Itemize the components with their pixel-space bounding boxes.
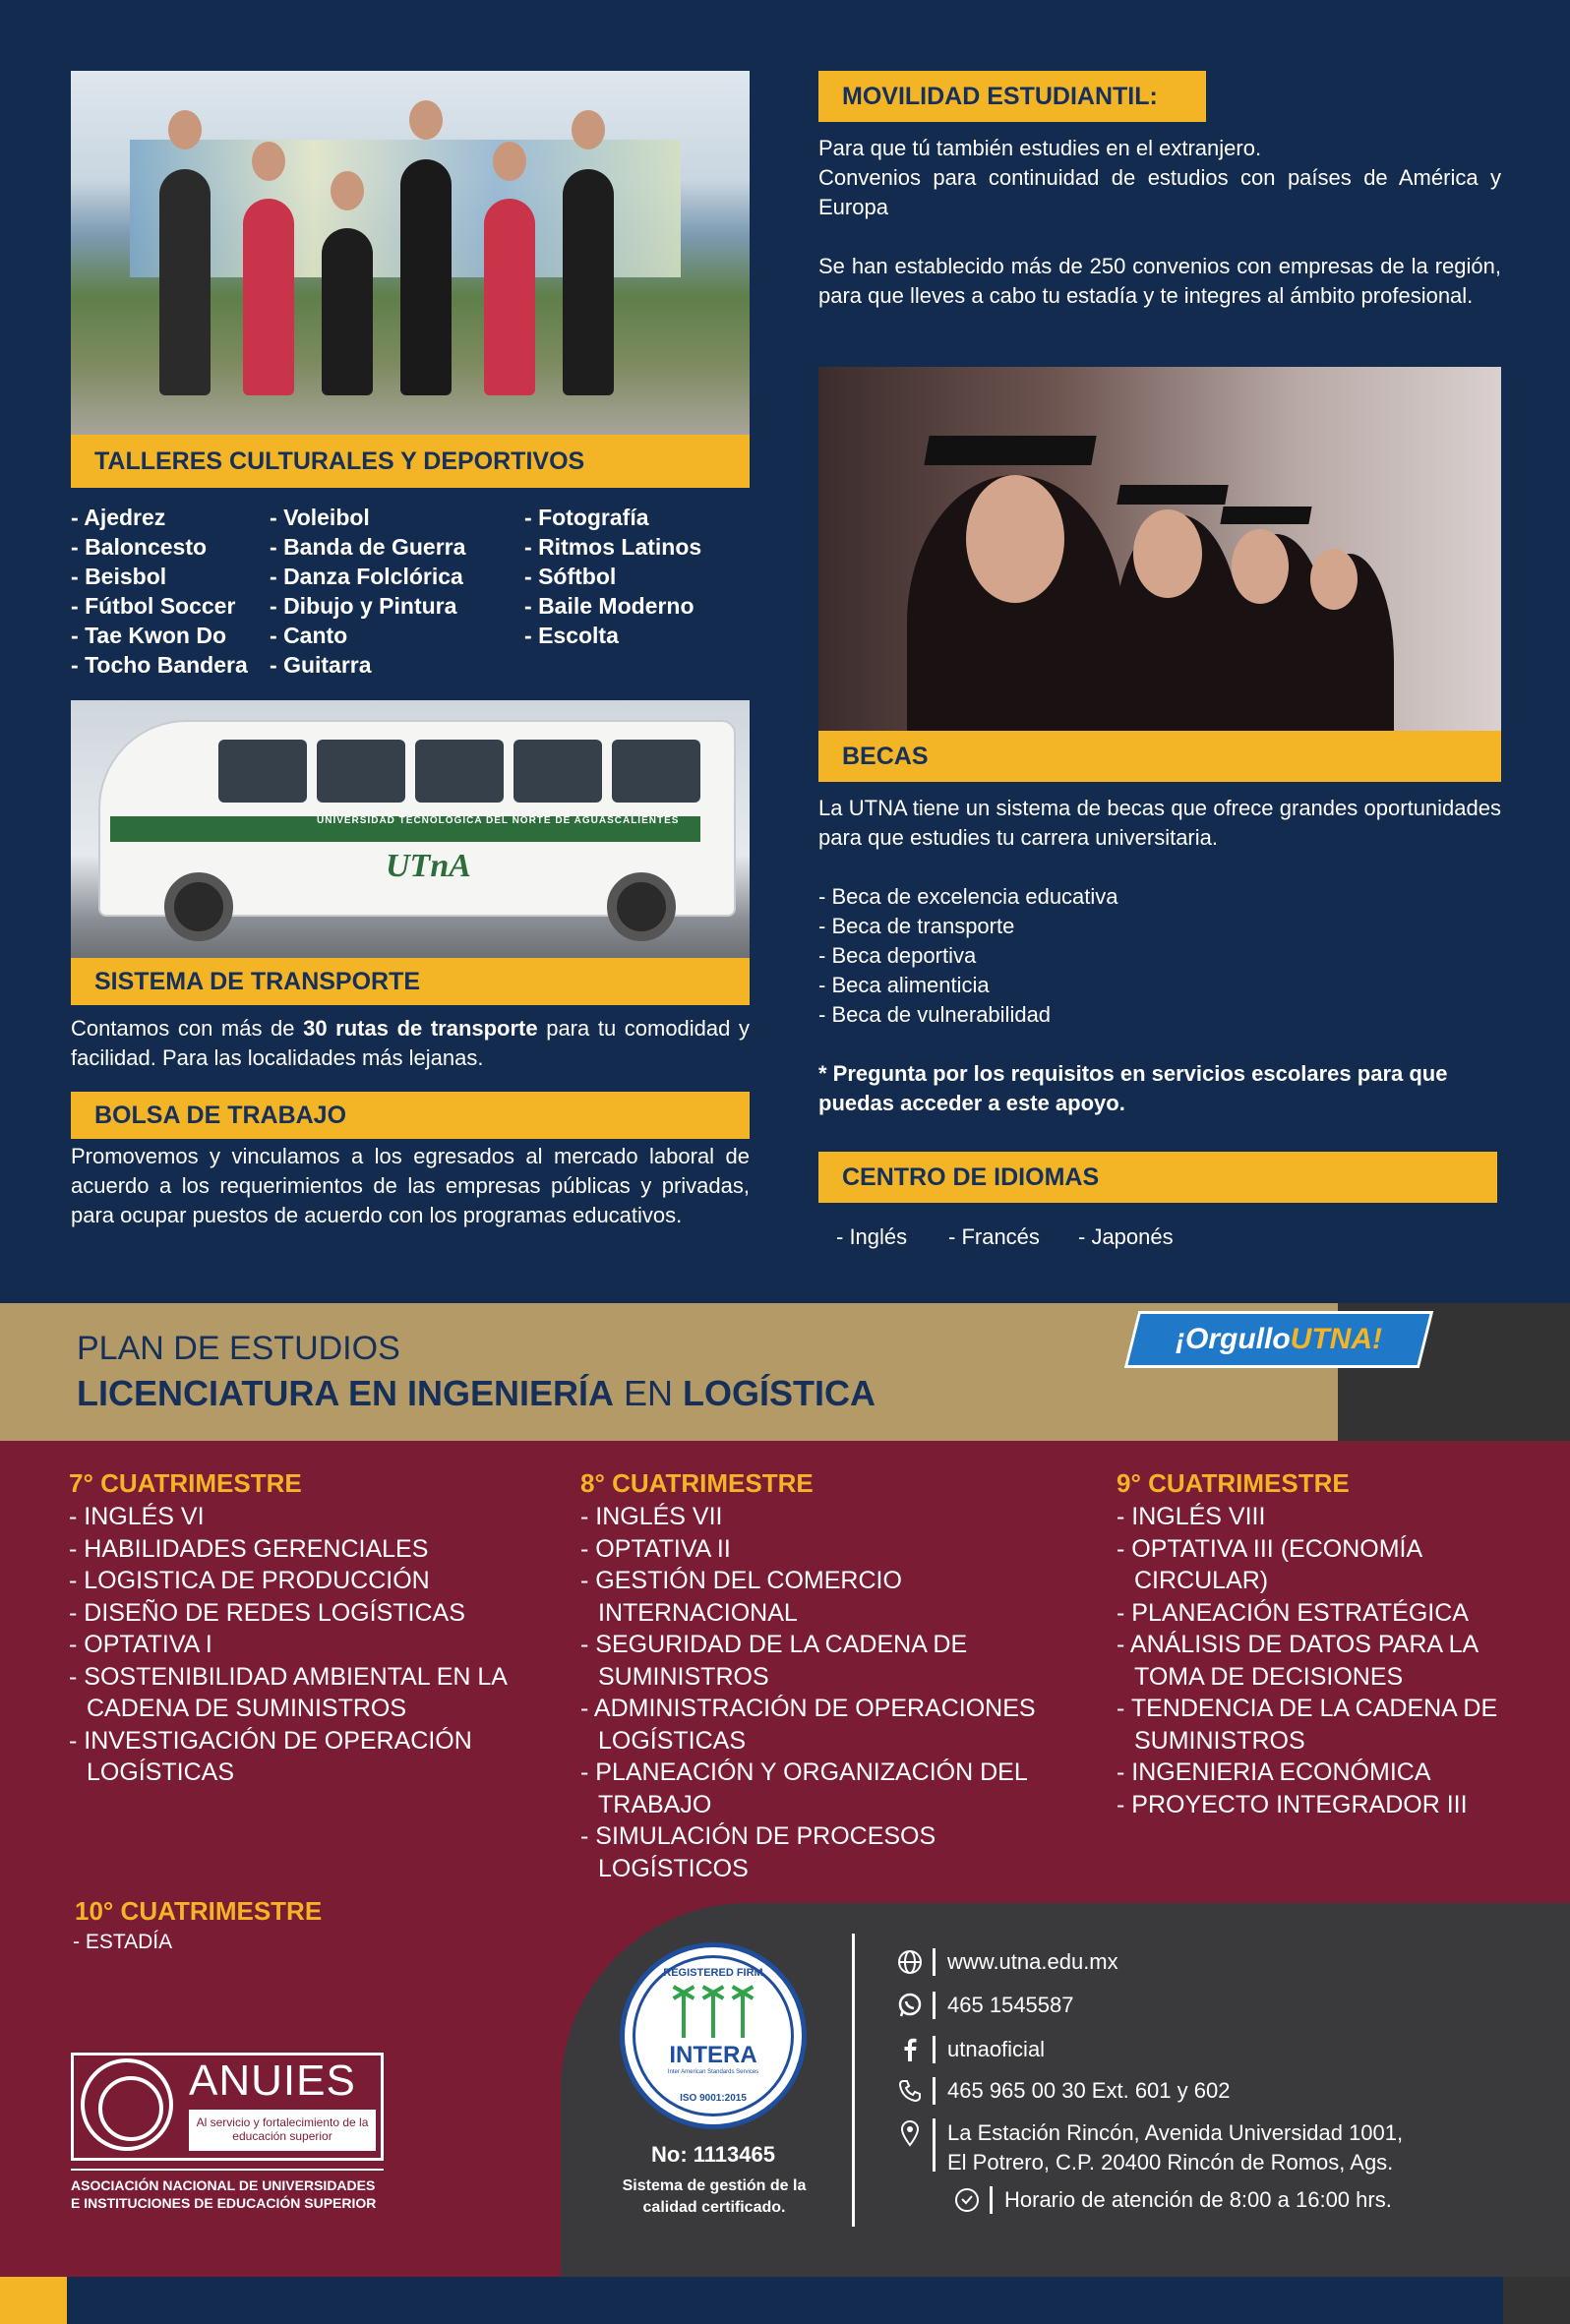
bus-photo bbox=[71, 700, 750, 958]
divider bbox=[852, 1934, 855, 2227]
list-item: - Dibujo y Pintura bbox=[270, 591, 465, 621]
graduates-photo bbox=[818, 367, 1501, 752]
bolsa-heading: BOLSA DE TRABAJO bbox=[71, 1092, 750, 1139]
contact-whatsapp[interactable]: 465 1545587 bbox=[895, 1991, 1073, 2020]
semester-title: 8° CUATRIMESTRE bbox=[580, 1468, 814, 1498]
utna-bus-logo: UTnA bbox=[386, 848, 471, 884]
list-item: - SIMULACIÓN DE PROCESOS LOGÍSTICOS bbox=[580, 1820, 1043, 1884]
list-item: - SEGURIDAD DE LA CADENA DE SUMINISTROS bbox=[580, 1629, 1043, 1693]
movilidad-line2: Convenios para continuidad de estudios con países de América y Europa bbox=[818, 165, 1501, 219]
idiomas-item: - Francés bbox=[948, 1224, 1040, 1249]
facebook-icon bbox=[895, 2035, 925, 2064]
talleres-heading: TALLERES CULTURALES Y DEPORTIVOS bbox=[71, 435, 750, 488]
contact-web[interactable]: www.utna.edu.mx bbox=[895, 1947, 1118, 1977]
list-item: - ANÁLISIS DE DATOS PARA LA TOMA DE DECISIONES bbox=[1117, 1629, 1510, 1693]
list-item: - Tocho Bandera bbox=[71, 650, 248, 680]
list-item: - Beca de vulnerabilidad bbox=[818, 1002, 1052, 1027]
list-item: - INGLÉS VI bbox=[69, 1501, 531, 1533]
transporte-text: Contamos con más de 30 rutas de transporte para tu comodidad y facilidad. Para las localidades más lejanas. bbox=[71, 1016, 750, 1070]
students-photo bbox=[71, 71, 750, 435]
semester-list bbox=[580, 1501, 1043, 1884]
list-item: - LOGISTICA DE PRODUCCIÓN bbox=[69, 1565, 531, 1597]
list-item: - INGLÉS VII bbox=[580, 1501, 1043, 1533]
address-line-1: La Estación Rincón, Avenida Universidad 1001, bbox=[947, 2120, 1404, 2145]
movilidad-line1: Para que tú también estudies en el extranjero. bbox=[818, 136, 1262, 160]
contact-hours: Horario de atención de 8:00 a 16:00 hrs. bbox=[952, 2185, 1392, 2215]
contact-facebook[interactable]: utnaoficial bbox=[895, 2035, 1045, 2064]
list-item: - Ritmos Latinos bbox=[524, 532, 701, 562]
becas-heading: BECAS bbox=[818, 731, 1501, 782]
list-item: - Baloncesto bbox=[71, 532, 248, 562]
semester-title: 10° CUATRIMESTRE bbox=[75, 1896, 323, 1926]
list-item: - Guitarra bbox=[270, 650, 465, 680]
becas-intro: La UTNA tiene un sistema de becas que ofrece grandes oportunidades para que estudies tu carrera universitaria. bbox=[818, 796, 1501, 850]
clock-icon bbox=[952, 2185, 982, 2215]
iso-seal: REGISTERED FIRM INTERA Inter American Standards Services ISO 9001:2015 bbox=[620, 1942, 807, 2129]
contact-address bbox=[895, 2118, 1403, 2177]
list-item: - OPTATIVA III (ECONOMÍA CIRCULAR) bbox=[1117, 1533, 1431, 1597]
list-item: - Fútbol Soccer bbox=[71, 591, 248, 621]
semester-list bbox=[73, 1927, 177, 1959]
location-pin-icon bbox=[895, 2118, 925, 2148]
orgullo-badge: ¡OrgulloUTNA! bbox=[1124, 1311, 1433, 1368]
list-item: - INGLÉS VIII bbox=[1117, 1501, 1510, 1533]
becas-list bbox=[818, 882, 1501, 1030]
list-item: - Beisbol bbox=[71, 562, 248, 591]
turbine-icon bbox=[741, 1995, 745, 2038]
bus-label: UNIVERSIDAD TECNOLÓGICA DEL NORTE DE AGUASCALIENTES bbox=[317, 815, 680, 826]
list-item: - DISEÑO DE REDES LOGÍSTICAS bbox=[69, 1597, 531, 1630]
list-item: - Ajedrez bbox=[71, 503, 248, 532]
list-item: - PLANEACIÓN Y ORGANIZACIÓN DEL TRABAJO bbox=[580, 1757, 1043, 1820]
list-item: - HABILIDADES GERENCIALES bbox=[69, 1533, 531, 1566]
list-item: - Danza Folclórica bbox=[270, 562, 465, 591]
list-item: - Fotografía bbox=[524, 503, 701, 532]
list-item: - TENDENCIA DE LA CADENA DE SUMINISTROS bbox=[1117, 1693, 1510, 1757]
plan-subtitle: LICENCIATURA EN INGENIERÍA EN LOGÍSTICA bbox=[77, 1373, 876, 1413]
talleres-col-2 bbox=[270, 503, 465, 680]
plan-title: PLAN DE ESTUDIOS bbox=[77, 1330, 400, 1367]
list-item: - Beca alimenticia bbox=[818, 973, 990, 997]
idiomas-item: - Japonés bbox=[1078, 1224, 1174, 1249]
list-item: - OPTATIVA I bbox=[69, 1629, 531, 1661]
list-item: - Canto bbox=[270, 621, 465, 650]
list-item: - OPTATIVA II bbox=[580, 1533, 1043, 1566]
list-item: - Tae Kwon Do bbox=[71, 621, 248, 650]
list-item: - PROYECTO INTEGRADOR III bbox=[1117, 1789, 1510, 1821]
list-item: - Escolta bbox=[524, 621, 701, 650]
turbine-icon bbox=[711, 1995, 715, 2038]
idiomas-item: - Inglés bbox=[836, 1224, 908, 1249]
becas-note: * Pregunta por los requisitos en servicios escolares para que puedas acceder a este apoyo. bbox=[818, 1061, 1448, 1115]
footer-bar bbox=[0, 2277, 1570, 2324]
list-item: - ESTADÍA bbox=[73, 1927, 177, 1959]
list-item: - Voleibol bbox=[270, 503, 465, 532]
list-item: - ADMINISTRACIÓN DE OPERACIONES LOGÍSTICAS bbox=[580, 1693, 1043, 1757]
list-item: - Beca de transporte bbox=[818, 914, 1015, 938]
movilidad-text: Se han establecido más de 250 convenios con empresas de la región, para que lleves a cabo tu estadía y te integres al ámbito profesional. bbox=[818, 254, 1501, 308]
talleres-col-1 bbox=[71, 503, 248, 680]
list-item: - INVESTIGACIÓN DE OPERACIÓN LOGÍSTICAS bbox=[69, 1725, 531, 1789]
semester-list bbox=[69, 1501, 531, 1789]
semester-title: 9° CUATRIMESTRE bbox=[1117, 1468, 1350, 1498]
list-item: - Beca de excelencia educativa bbox=[818, 884, 1118, 909]
address-line-2: El Potrero, C.P. 20400 Rincón de Romos, Ags. bbox=[947, 2150, 1394, 2175]
contact-phone[interactable]: 465 965 00 30 Ext. 601 y 602 bbox=[895, 2076, 1230, 2106]
list-item: - SOSTENIBILIDAD AMBIENTAL EN LA CADENA DE SUMINISTROS bbox=[69, 1661, 531, 1725]
turbine-icon bbox=[682, 1995, 686, 2038]
phone-icon bbox=[895, 2076, 925, 2106]
semester-title: 7° CUATRIMESTRE bbox=[69, 1468, 302, 1498]
anuies-emblem-icon bbox=[81, 2058, 173, 2151]
list-item: - INGENIERIA ECONÓMICA bbox=[1117, 1757, 1510, 1789]
whatsapp-icon bbox=[895, 1991, 925, 2020]
movilidad-heading: MOVILIDAD ESTUDIANTIL: bbox=[818, 71, 1206, 122]
list-item: - Banda de Guerra bbox=[270, 532, 465, 562]
list-item: - GESTIÓN DEL COMERCIO INTERNACIONAL bbox=[580, 1565, 905, 1629]
bolsa-text: Promovemos y vinculamos a los egresados al mercado laboral de acuerdo a los requerimientos de las empresas públicas y privadas, para ocupar puestos de acuerdo con los programas educativos. bbox=[71, 1144, 750, 1227]
list-item: - Beca deportiva bbox=[818, 943, 977, 968]
globe-icon bbox=[895, 1947, 925, 1977]
idiomas-heading: CENTRO DE IDIOMAS bbox=[818, 1152, 1497, 1203]
list-item: - Sóftbol bbox=[524, 562, 701, 591]
transporte-heading: SISTEMA DE TRANSPORTE bbox=[71, 958, 750, 1005]
talleres-col-3 bbox=[524, 503, 701, 650]
semester-list bbox=[1117, 1501, 1510, 1820]
list-item: - Baile Moderno bbox=[524, 591, 701, 621]
list-item: - PLANEACIÓN ESTRATÉGICA bbox=[1117, 1597, 1510, 1630]
cert-text: Sistema de gestión de la calidad certificado. bbox=[622, 2177, 807, 2216]
cert-number: No: 1113465 bbox=[651, 2142, 775, 2167]
